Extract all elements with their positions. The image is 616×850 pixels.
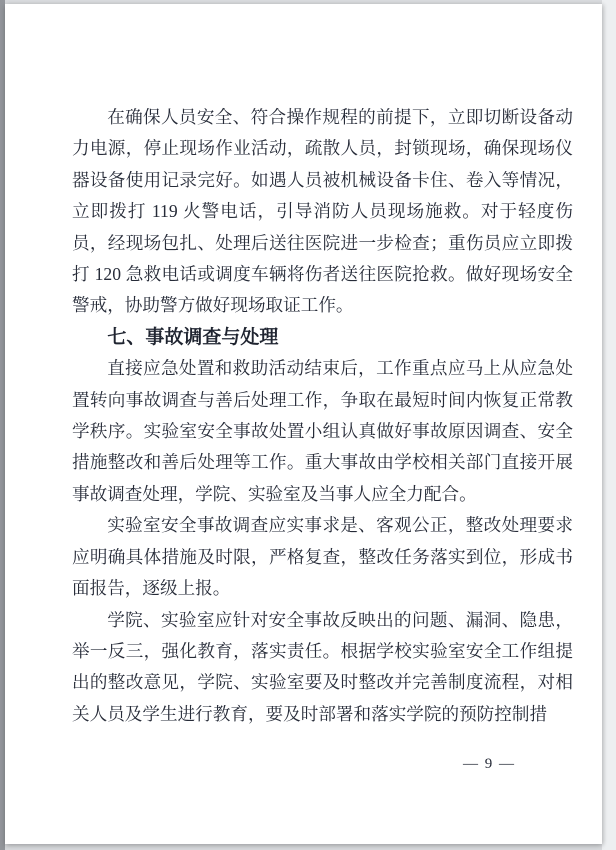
document-body: [5, 4, 602, 730]
scan-right-margin: [602, 0, 616, 850]
paragraph-rectification-report: 实验室安全事故调查应实事求是、客观公正，整改处理要求应明确具体措施及时限，严格复查，整改任务落实到位，形成书面报告，逐级上报。: [72, 515, 573, 599]
section-heading-accident-investigation: 七、事故调查与处理: [107, 326, 279, 348]
paragraph-education-prevention: 学院、实验室应针对安全事故反映出的问题、漏洞、隐患，举一反三，强化教育，落实责任。根据学校实验室安全工作组提出的整改意见，学院、实验室要及时整改并完善制度流程，对相关人员及学生进行教育，要及时部署和落实学院的预防控制措: [72, 609, 573, 724]
paragraph-emergency-response: 在确保人员安全、符合操作规程的前提下，立即切断设备动力电源，停止现场作业活动，疏散人员，封锁现场，确保现场仪器设备使用记录完好。如遇人员被机械设备卡住、卷入等情况，立即拨打 119 火警电话，引导消防人员现场施救。对于轻度伤员，经现场包扎、处理后送往医院进一步检查；重伤员应立即拨打 120 急救电话或调度车辆将伤者送往医院抢救。做好现场安全警戒，协助警方做好现场取证工作。: [72, 107, 573, 316]
document-page: [5, 4, 602, 844]
paragraph-investigation-handover: 直接应急处置和救助活动结束后，工作重点应马上从应急处置转向事故调查与善后处理工作，争取在最短时间内恢复正常教学秩序。实验室安全事故处置小组认真做好事故原因调查、安全措施整改和善后处理等工作。重大事故由学校相关部门直接开展事故调查处理，学院、实验室及当事人应全力配合。: [72, 358, 573, 504]
page-number: — 9 —: [463, 756, 516, 772]
